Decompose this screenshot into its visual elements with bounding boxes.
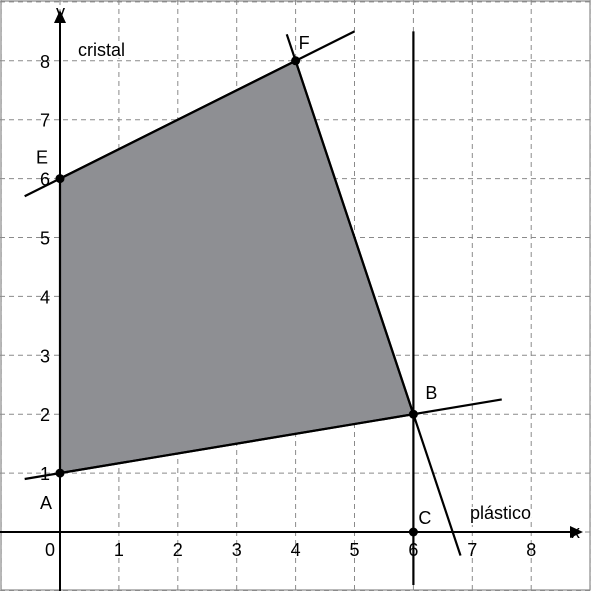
y-tick-label: 2 bbox=[40, 405, 51, 426]
vertex-label-C: C bbox=[418, 508, 432, 528]
y-tick-label: 4 bbox=[40, 287, 51, 308]
y-tick-label: 5 bbox=[40, 228, 51, 249]
x-tick-label: 3 bbox=[231, 540, 242, 560]
y-tick-label: 8 bbox=[40, 51, 51, 72]
x-tick-label: 7 bbox=[467, 540, 478, 560]
y-tick-label: 7 bbox=[40, 110, 51, 131]
vertex-point-E bbox=[56, 174, 65, 183]
x-tick-label: 4 bbox=[290, 540, 301, 560]
y-axis-label: y bbox=[56, 2, 65, 22]
y-tick-label: 3 bbox=[40, 346, 51, 367]
y-axis-name: cristal bbox=[78, 40, 126, 60]
x-tick-label: 6 bbox=[408, 540, 419, 560]
x-axis-name: plástico bbox=[470, 503, 532, 523]
vertex-label-E: E bbox=[36, 147, 49, 168]
y-tick-label: 6 bbox=[40, 169, 51, 190]
y-tick-label: 1 bbox=[40, 464, 51, 485]
origin-label: 0 bbox=[45, 540, 56, 560]
vertex-point-A bbox=[56, 469, 65, 478]
vertex-label-A: A bbox=[40, 493, 53, 514]
vertex-label-B: B bbox=[425, 383, 438, 404]
vertex-point-F bbox=[291, 56, 300, 65]
x-tick-label: 8 bbox=[526, 540, 537, 560]
vertex-point-B bbox=[409, 410, 418, 419]
vertex-label-F: F bbox=[298, 32, 310, 53]
vertex-point-C bbox=[409, 528, 418, 537]
x-tick-label: 5 bbox=[349, 540, 360, 560]
x-tick-label: 1 bbox=[113, 540, 124, 560]
x-tick-label: 2 bbox=[172, 540, 183, 560]
x-axis-label: x bbox=[571, 522, 580, 542]
